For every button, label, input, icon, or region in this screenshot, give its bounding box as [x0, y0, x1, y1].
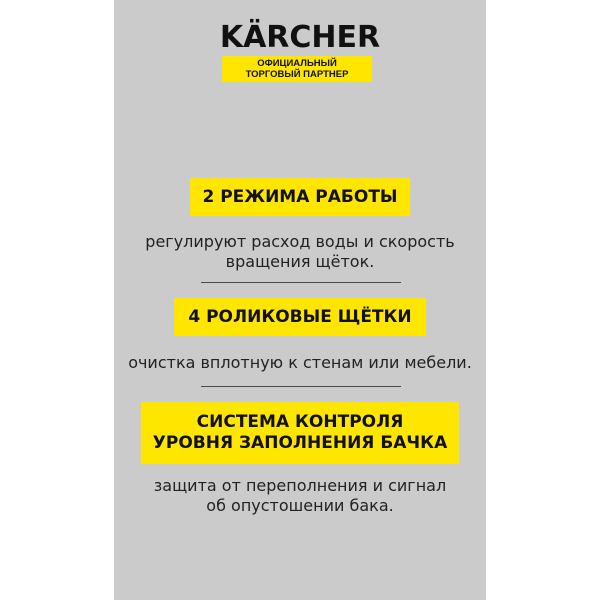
- feature-heading-brushes: 4 РОЛИКОВЫЕ ЩЁТКИ: [174, 298, 426, 336]
- badge-line-1: ОФИЦИАЛЬНЫЙ: [257, 58, 337, 69]
- feature-heading-line: УРОВНЯ ЗАПОЛНЕНИЯ БАЧКА: [152, 433, 448, 453]
- feature-description-modes: [114, 232, 486, 272]
- karcher-logo: KÄRCHER: [219, 20, 381, 55]
- feature-description-tank-control: [114, 476, 486, 516]
- feature-heading-tank-control: [141, 402, 459, 464]
- section-divider: [201, 386, 401, 387]
- official-partner-badge: [222, 56, 372, 82]
- feature-heading-line: СИСТЕМА КОНТРОЛЯ: [196, 412, 404, 432]
- feature-description-brushes: [114, 353, 486, 373]
- feature-description-line: вращения щёток.: [225, 252, 375, 271]
- feature-description-line: об опустошении бака.: [206, 496, 394, 515]
- badge-line-2: ТОРГОВЫЙ ПАРТНЕР: [245, 69, 349, 80]
- section-divider: [201, 282, 401, 283]
- feature-description-line: регулируют расход воды и скорость: [145, 232, 455, 251]
- feature-description-line: очистка вплотную к стенам или мебели.: [128, 353, 472, 372]
- feature-heading-modes: 2 РЕЖИМА РАБОТЫ: [190, 178, 410, 216]
- feature-description-line: защита от переполнения и сигнал: [153, 476, 447, 495]
